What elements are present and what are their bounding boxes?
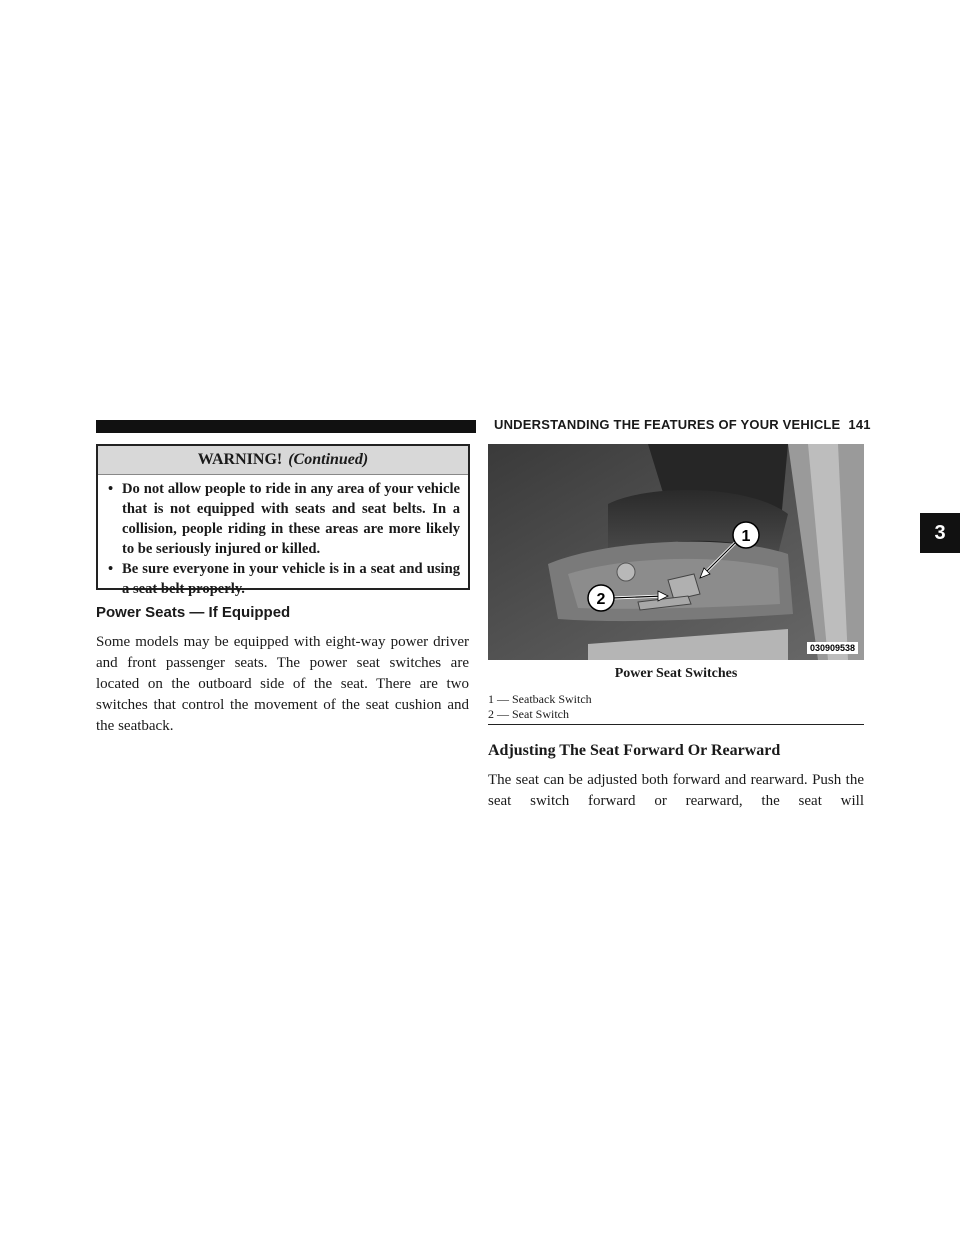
legend-item: 1 — Seatback Switch — [488, 692, 592, 706]
power-seat-photo — [488, 444, 864, 660]
section-title: UNDERSTANDING THE FEATURES OF YOUR VEHICLE — [494, 417, 841, 432]
warning-continued: (Continued) — [288, 451, 369, 468]
adjusting-heading: Adjusting The Seat Forward Or Rearward — [488, 742, 781, 759]
seat-illustration — [488, 444, 864, 660]
warning-box — [96, 444, 470, 597]
page-number: 141 — [848, 417, 871, 432]
header-rule — [96, 420, 476, 433]
power-seats-heading: Power Seats — If Equipped — [96, 604, 291, 621]
callout-2: 2 — [596, 591, 606, 608]
running-header — [494, 417, 871, 432]
warning-item: • Be sure everyone in your vehicle is in a seat and using a seat belt properly. — [108, 559, 460, 599]
photo-id: 030909538 — [807, 642, 858, 654]
chapter-tab: 3 — [920, 513, 960, 553]
callout-1: 1 — [741, 528, 751, 545]
warning-list — [98, 475, 468, 599]
legend-item: 2 — Seat Switch — [488, 707, 569, 721]
warning-item: • Do not allow people to ride in any area of your vehicle that is not equipped with seats and seat belts. In a collision, people riding in these areas are more likely to be seriously injured or killed. — [108, 479, 460, 559]
warning-label: WARNING! — [197, 451, 283, 468]
figure-legend — [488, 692, 864, 725]
adjusting-body: The seat can be adjusted both forward and rearward. Push the seat switch forward or rearward, the seat will — [488, 772, 864, 809]
warning-title — [98, 446, 468, 475]
power-seats-body: Some models may be equipped with eight-way power driver and front passenger seats. The power seat switches are located on the outboard side of the seat. There are two switches that control the movement of the seat cushion and the seatback. — [96, 634, 469, 734]
figure-caption: Power Seat Switches — [614, 666, 738, 681]
